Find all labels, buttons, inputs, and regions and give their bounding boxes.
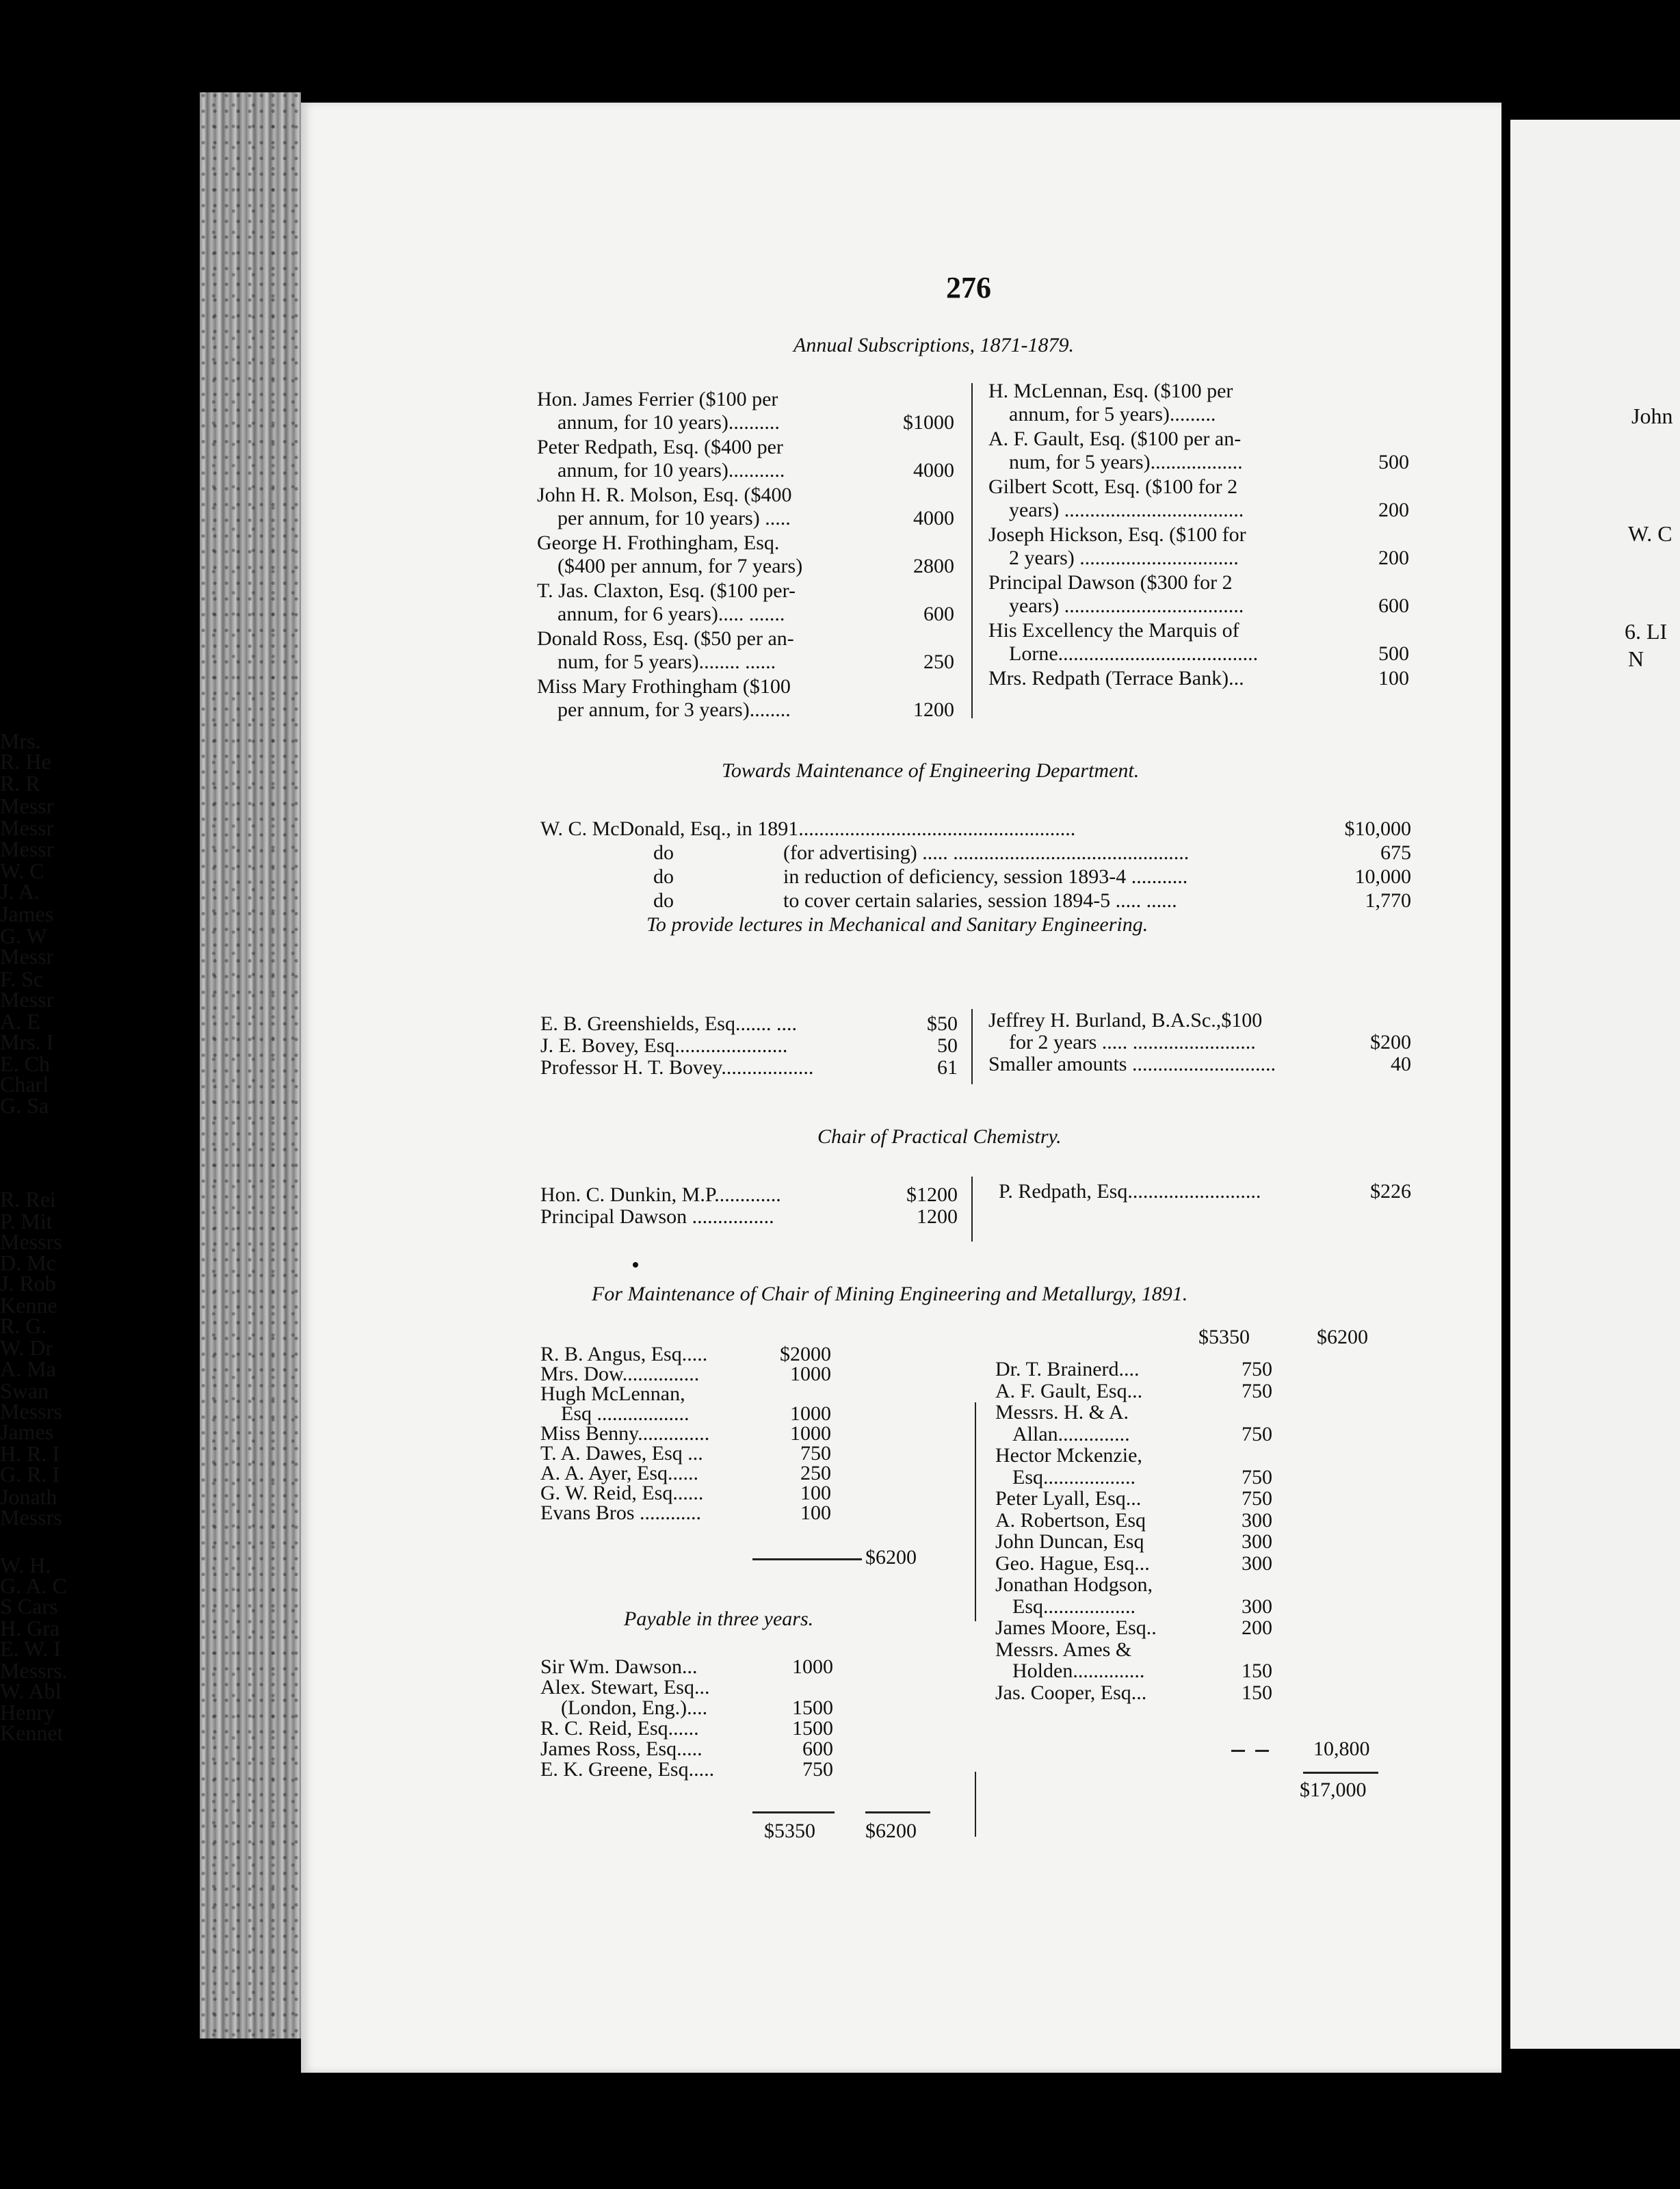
donor-name: James Moore, Esq..	[995, 1616, 1157, 1639]
donor-name: G. W. Reid, Esq......	[540, 1482, 704, 1504]
right-page-text-fragment: G. Sa	[0, 1093, 49, 1118]
donation-description: (for advertising) ..... ..............................................	[783, 841, 1190, 864]
donor-name: do	[653, 889, 674, 912]
donor-name: do	[653, 841, 674, 864]
column-divider	[971, 383, 973, 718]
donation-amount: 300	[1242, 1595, 1272, 1618]
subscription-amount: 500	[1378, 451, 1409, 473]
subscriber-name-line: Peter Redpath, Esq. ($400 per	[537, 436, 783, 458]
subscription-amount: 200	[1378, 547, 1409, 569]
right-page-text-fragment: R. He	[0, 749, 51, 774]
right-page-text-fragment: R. R	[0, 771, 40, 796]
column-divider	[971, 1009, 973, 1084]
subscriber-name-line: H. McLennan, Esq. ($100 per	[988, 380, 1233, 402]
right-page-text-fragment: J. A.	[0, 879, 40, 904]
subscriber-name-line: Lorne.......................................	[1009, 642, 1259, 665]
right-page-text-fragment: W. C	[0, 858, 44, 883]
donor-name: R. C. Reid, Esq......	[540, 1717, 699, 1740]
payable-total-b: $6200	[865, 1820, 917, 1842]
donation-amount: 750	[1242, 1466, 1272, 1489]
total-rule	[1303, 1772, 1378, 1774]
column-divider	[971, 1177, 973, 1242]
donor-name: Peter Lyall, Esq...	[995, 1487, 1142, 1510]
donor-name: Allan..............	[1012, 1423, 1130, 1445]
donor-name: Geo. Hague, Esq...	[995, 1552, 1150, 1575]
right-page-text-fragment: Messrs	[0, 1505, 62, 1530]
subscription-amount: 100	[1378, 667, 1409, 690]
donation-amount: $1200	[906, 1183, 958, 1206]
payable-total-a: $5350	[764, 1820, 815, 1842]
subscriber-name-line: Mrs. Redpath (Terrace Bank)...	[988, 667, 1244, 690]
donation-amount: 1,770	[1365, 889, 1411, 912]
right-page-text-fragment: Mrs.	[0, 729, 41, 753]
donor-name: John Duncan, Esq	[995, 1530, 1144, 1553]
donation-amount: 100	[800, 1502, 831, 1524]
donor-name: Smaller amounts ............................	[988, 1053, 1276, 1075]
donation-amount: 300	[1242, 1552, 1272, 1575]
donation-description: in reduction of deficiency, session 1893-4 ...........	[783, 865, 1188, 888]
book-binding-edge	[200, 92, 301, 2039]
donation-amount: 750	[1242, 1380, 1272, 1402]
subscriber-name-line: Joseph Hickson, Esq. ($100 for	[988, 523, 1246, 546]
donor-name: Mrs. Dow...............	[540, 1363, 700, 1385]
right-page-text-fragment: W. C	[1628, 521, 1672, 546]
donor-name: Jeffrey H. Burland, B.A.Sc.,$100	[988, 1009, 1263, 1032]
donor-name: Jas. Cooper, Esq...	[995, 1681, 1147, 1704]
donor-name: Hon. C. Dunkin, M.P.............	[540, 1183, 781, 1206]
subscriber-name-line: His Excellency the Marquis of	[988, 619, 1239, 642]
subscriber-name-line: Donald Ross, Esq. ($50 per an-	[537, 627, 794, 650]
right-page-text-fragment: James	[0, 1419, 54, 1444]
right-page-text-fragment: A. Ma	[0, 1356, 56, 1381]
donor-name: Hugh McLennan,	[540, 1382, 685, 1405]
annual-subscriptions-heading: Annual Subscriptions, 1871-1879.	[793, 334, 1074, 356]
donor-name: Esq..................	[1012, 1466, 1136, 1489]
donation-amount: 40	[1391, 1053, 1411, 1075]
subscriber-name-line: per annum, for 10 years) .....	[557, 507, 791, 529]
right-page-text-fragment: W. H.	[0, 1553, 51, 1577]
donation-amount: 1500	[792, 1717, 833, 1740]
donation-amount: 1000	[790, 1363, 831, 1385]
donation-amount: 10,000	[1354, 865, 1411, 888]
donor-name: Hector Mckenzie,	[995, 1444, 1142, 1467]
subscriber-name-line: annum, for 5 years).........	[1009, 403, 1216, 425]
donation-amount: 200	[1242, 1616, 1272, 1639]
donation-amount: $10,000	[1344, 817, 1411, 840]
subscriber-name-line: A. F. Gault, Esq. ($100 per an-	[988, 428, 1242, 450]
right-page-text-fragment: S Cars	[0, 1594, 58, 1618]
page-number: 276	[946, 271, 991, 304]
right-page-text-fragment: J. Rob	[0, 1271, 56, 1296]
right-page-text-fragment: Mrs. I	[0, 1030, 54, 1054]
donation-amount: 150	[1242, 1660, 1272, 1682]
donor-name: E. K. Greene, Esq.....	[540, 1758, 715, 1781]
donor-name: (London, Eng.)....	[561, 1696, 708, 1719]
right-page-text-fragment: Messr	[0, 944, 54, 969]
subscription-amount: 250	[923, 651, 954, 673]
donor-name: James Ross, Esq.....	[540, 1738, 703, 1760]
donation-amount: 1200	[917, 1205, 958, 1228]
subscriber-name-line: 2 years) ...............................	[1009, 547, 1239, 569]
total-rule	[1231, 1750, 1245, 1752]
column-divider	[975, 1402, 976, 1621]
donor-name: Messrs. H. & A.	[995, 1401, 1129, 1424]
print-speck	[633, 1262, 638, 1268]
lectures-heading: To provide lectures in Mechanical and Sanitary Engineering.	[646, 913, 1149, 936]
right-page-text-fragment: W. Dr	[0, 1335, 53, 1360]
donation-amount: 750	[1242, 1358, 1272, 1380]
payable-heading: Payable in three years.	[624, 1608, 814, 1630]
right-page-text-fragment: F. Sc	[0, 967, 44, 991]
subscriber-name-line: annum, for 10 years)..........	[557, 411, 780, 434]
subscription-amount: 200	[1378, 499, 1409, 521]
donation-amount: 300	[1242, 1530, 1272, 1553]
donor-name: E. B. Greenshields, Esq....... ....	[540, 1012, 797, 1035]
subscriber-name-line: Principal Dawson ($300 for 2	[988, 571, 1233, 594]
donor-name: Principal Dawson ................	[540, 1205, 774, 1228]
donation-amount: 675	[1380, 841, 1411, 864]
subscriber-name-line: years) ...................................	[1009, 594, 1244, 617]
donation-amount: 300	[1242, 1509, 1272, 1532]
donor-name: A. A. Ayer, Esq......	[540, 1462, 699, 1484]
donor-name: Jonathan Hodgson,	[995, 1573, 1153, 1596]
column-divider	[975, 1772, 976, 1837]
donor-name: for 2 years ..... ........................	[1009, 1031, 1256, 1053]
right-page-text-fragment: Jonath	[0, 1484, 57, 1509]
subscriber-name-line: annum, for 10 years)...........	[557, 459, 785, 482]
right-page-text-fragment: R. Rei	[0, 1187, 56, 1211]
right-subtotal: 10,800	[1313, 1738, 1370, 1760]
total-rule	[752, 1558, 862, 1560]
donor-name: Alex. Stewart, Esq...	[540, 1676, 710, 1699]
subscription-amount: 4000	[913, 507, 954, 529]
donation-amount: 750	[800, 1442, 831, 1465]
subscription-amount: $1000	[903, 411, 954, 434]
right-page-text-fragment: E. W. I	[0, 1636, 61, 1661]
right-page-text-fragment: P. Mit	[0, 1209, 53, 1233]
donor-name: Professor H. T. Bovey..................	[540, 1056, 814, 1079]
subscriber-name-line: Gilbert Scott, Esq. ($100 for 2	[988, 475, 1238, 498]
right-page-text-fragment: E. Ch	[0, 1051, 50, 1076]
right-page-text-fragment: Messrs.	[0, 1658, 68, 1683]
donor-name: A. Robertson, Esq	[995, 1509, 1146, 1532]
donor-name: do	[653, 865, 674, 888]
right-page-text-fragment: James	[0, 902, 54, 926]
subscriber-name-line: years) ...................................	[1009, 499, 1244, 521]
right-page-text-fragment: G. W	[0, 923, 47, 948]
donation-amount: $2000	[780, 1343, 831, 1365]
donor-name: P. Redpath, Esq..........................	[999, 1180, 1261, 1203]
left-page	[301, 103, 1501, 2073]
subscription-amount: 600	[923, 603, 954, 625]
donation-description: to cover certain salaries, session 1894-5 ..... ......	[783, 889, 1177, 912]
subscriber-name-line: ($400 per annum, for 7 years)	[557, 555, 803, 577]
donor-name: Evans Bros ............	[540, 1502, 701, 1524]
donation-amount: 1000	[792, 1655, 833, 1678]
subscription-amount: 1200	[913, 698, 954, 721]
right-page-text-fragment: W. Abl	[0, 1679, 62, 1703]
donor-name: Sir Wm. Dawson...	[540, 1655, 698, 1678]
donor-name: Holden..............	[1012, 1660, 1145, 1682]
right-page-text-fragment: John	[1631, 404, 1673, 428]
right-page-text-fragment: Messr	[0, 987, 54, 1012]
subscriber-name-line: George H. Frothingham, Esq.	[537, 532, 780, 554]
right-page-text-fragment: 6. LI	[1625, 619, 1668, 644]
donation-amount: 250	[800, 1462, 831, 1484]
donation-amount: 100	[800, 1482, 831, 1504]
subscription-amount: 2800	[913, 555, 954, 577]
subscription-amount: 4000	[913, 459, 954, 482]
right-page-text-fragment: Henry	[0, 1700, 55, 1725]
donation-amount: 150	[1242, 1681, 1272, 1704]
donation-amount: 50	[937, 1034, 958, 1057]
donation-amount: 61	[937, 1056, 958, 1079]
right-page-text-fragment: H. Gra	[0, 1616, 60, 1640]
donor-name: A. F. Gault, Esq...	[995, 1380, 1143, 1402]
right-carry-b: $6200	[1317, 1326, 1368, 1348]
chemistry-heading: Chair of Practical Chemistry.	[817, 1125, 1062, 1148]
donation-amount: 750	[1242, 1487, 1272, 1510]
total-rule	[865, 1811, 930, 1813]
subscriber-name-line: Hon. James Ferrier ($100 per	[537, 388, 778, 410]
right-page-text-fragment: R. G.	[0, 1313, 47, 1338]
subscriber-name-line: num, for 5 years)..................	[1009, 451, 1243, 473]
right-page-text-fragment: Charl	[0, 1072, 49, 1097]
subscriber-name-line: T. Jas. Claxton, Esq. ($100 per-	[537, 579, 796, 602]
subscription-amount: 600	[1378, 594, 1409, 617]
donor-name: Miss Benny..............	[540, 1422, 710, 1445]
right-page-text-fragment: D. Mc	[0, 1250, 56, 1275]
donation-amount: 1000	[790, 1402, 831, 1425]
subscriber-name-line: per annum, for 3 years)........	[557, 698, 791, 721]
donor-name: R. B. Angus, Esq.....	[540, 1343, 708, 1365]
right-page-text-fragment: G. A. C	[0, 1573, 67, 1598]
donor-name: Messrs. Ames &	[995, 1638, 1132, 1661]
subscriber-name-line: John H. R. Molson, Esq. ($400	[537, 484, 792, 506]
right-page-text-fragment: H. R. I	[0, 1441, 60, 1466]
subscriber-name-line: Miss Mary Frothingham ($100	[537, 675, 791, 698]
right-page-text-fragment: G. R. I	[0, 1462, 60, 1486]
donor-name: T. A. Dawes, Esq ...	[540, 1442, 703, 1465]
right-page-text-fragment: Messrs	[0, 1229, 62, 1254]
donation-amount: 1000	[790, 1422, 831, 1445]
total-rule	[1255, 1750, 1269, 1752]
total-rule	[752, 1811, 835, 1813]
donation-amount: 600	[802, 1738, 833, 1760]
right-page-text-fragment: Swan	[0, 1378, 49, 1403]
mining-heading: For Maintenance of Chair of Mining Engineering and Metallurgy, 1891.	[592, 1283, 1188, 1305]
donor-name: Esq..................	[1012, 1595, 1136, 1618]
right-page-text-fragment: Messrs	[0, 1399, 62, 1424]
donation-amount: 750	[802, 1758, 833, 1781]
donation-amount: 750	[1242, 1423, 1272, 1445]
right-page-text-fragment: Kenne	[0, 1293, 57, 1318]
subscriber-name-line: num, for 5 years)........ ......	[557, 651, 776, 673]
subscription-amount: 500	[1378, 642, 1409, 665]
left-total: $6200	[865, 1546, 917, 1569]
engineering-heading: Towards Maintenance of Engineering Department.	[722, 759, 1140, 782]
donation-amount: 1500	[792, 1696, 833, 1719]
right-page-text-fragment: Kennet	[0, 1720, 64, 1745]
donation-amount: $50	[927, 1012, 958, 1035]
donor-name: W. C. McDonald, Esq., in 1891......................................................	[540, 817, 1076, 840]
grand-total: $17,000	[1300, 1779, 1367, 1801]
donor-name: Dr. T. Brainerd....	[995, 1358, 1140, 1380]
donation-amount: $226	[1370, 1180, 1411, 1203]
donor-name: J. E. Bovey, Esq......................	[540, 1034, 788, 1057]
donation-amount: $200	[1370, 1031, 1411, 1053]
donor-name: Esq ..................	[561, 1402, 690, 1425]
subscriber-name-line: annum, for 6 years)..... .......	[557, 603, 785, 625]
right-page-text-fragment: Messr	[0, 837, 54, 861]
right-carry-a: $5350	[1198, 1326, 1250, 1348]
right-page-text-fragment: N	[1628, 646, 1644, 671]
right-page-text-fragment: Messr	[0, 815, 54, 840]
right-page-text-fragment: A. E	[0, 1009, 40, 1034]
right-page-text-fragment: Messr	[0, 794, 54, 818]
